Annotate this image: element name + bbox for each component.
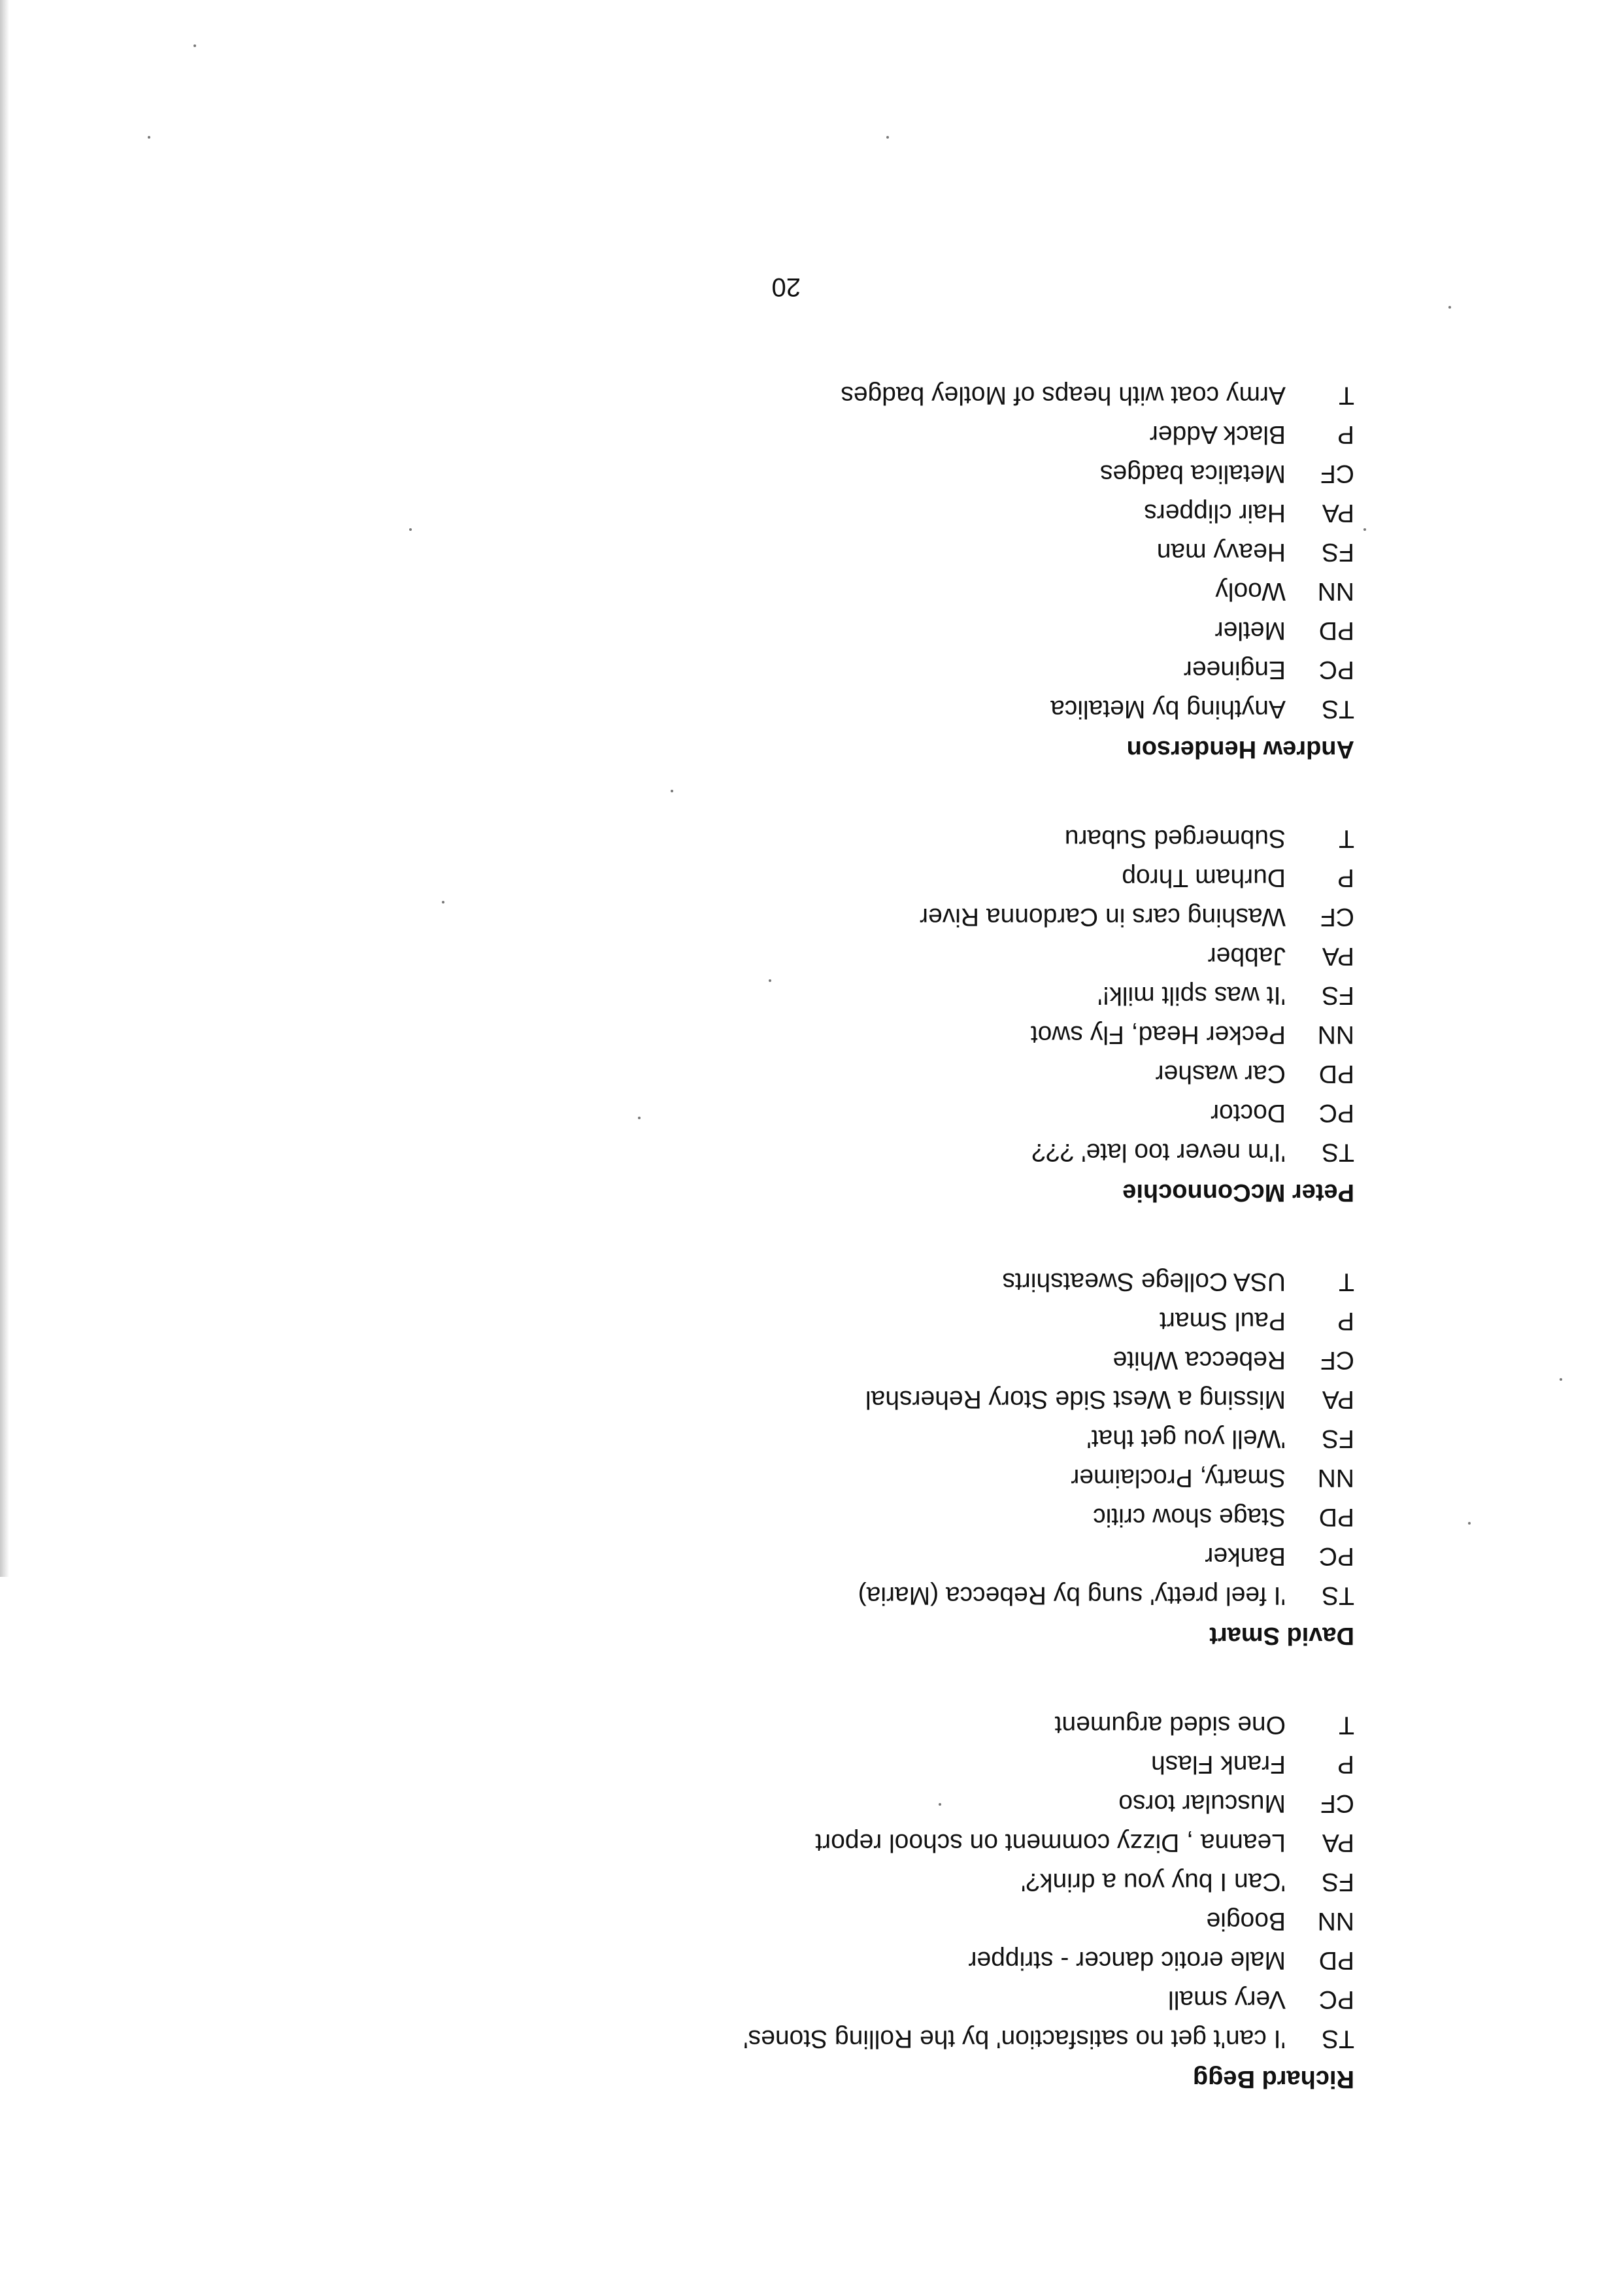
attribute-value: 'Can I buy you a drink?' bbox=[1020, 1868, 1286, 1896]
scan-speck bbox=[671, 790, 673, 792]
attribute-code: FS bbox=[1322, 1425, 1354, 1453]
attribute-row bbox=[243, 936, 1354, 975]
attribute-code: NN bbox=[1317, 1464, 1354, 1492]
attribute-row bbox=[243, 1419, 1354, 1458]
attribute-value: Male erotic dancer - stripper bbox=[968, 1946, 1286, 1974]
attribute-row bbox=[243, 2019, 1354, 2058]
attribute-code: PD bbox=[1318, 616, 1354, 645]
attribute-row bbox=[243, 897, 1354, 936]
scan-speck bbox=[1468, 1522, 1471, 1525]
attribute-value: Metalica badges bbox=[1099, 460, 1286, 488]
attribute-row bbox=[243, 1536, 1354, 1576]
attribute-value: Leanna , Dizzy comment on school report bbox=[815, 1829, 1286, 1857]
attribute-row bbox=[243, 1783, 1354, 1823]
attribute-value: Pecker Head, Fly swot bbox=[1030, 1021, 1286, 1049]
attribute-value: Jabber bbox=[1207, 942, 1286, 970]
attribute-code: CF bbox=[1320, 460, 1354, 488]
attribute-row bbox=[243, 650, 1354, 689]
attribute-value: Army coat with heaps of Motley badges bbox=[841, 381, 1286, 409]
attribute-row bbox=[243, 611, 1354, 650]
scan-speck bbox=[148, 136, 150, 139]
attribute-row bbox=[243, 689, 1354, 728]
attribute-code: CF bbox=[1320, 903, 1354, 931]
attribute-row bbox=[243, 375, 1354, 414]
attribute-value: Washing cars in Cardonna River bbox=[920, 903, 1286, 931]
attribute-row bbox=[243, 1054, 1354, 1093]
scan-speck bbox=[939, 1803, 941, 1806]
person-name-heading: Peter McConnochie bbox=[1122, 1179, 1354, 1206]
attribute-code: P bbox=[1337, 420, 1354, 448]
attribute-row bbox=[243, 1458, 1354, 1497]
attribute-code: NN bbox=[1317, 1021, 1354, 1049]
attribute-code: TS bbox=[1322, 695, 1354, 723]
person-section bbox=[243, 375, 1354, 769]
attribute-value: Submerged Subaru bbox=[1064, 824, 1286, 853]
person-name-heading: Richard Begg bbox=[1192, 2065, 1354, 2093]
attribute-value: Rebecca White bbox=[1112, 1346, 1286, 1374]
scan-speck bbox=[886, 136, 889, 139]
attribute-code: PC bbox=[1318, 656, 1354, 684]
attribute-row bbox=[243, 1015, 1354, 1054]
attribute-value: Frank Flash bbox=[1151, 1750, 1286, 1778]
attribute-row bbox=[243, 1980, 1354, 2019]
person-section bbox=[243, 1705, 1354, 2099]
attribute-row bbox=[243, 1744, 1354, 1783]
attribute-value: 'It was spilt milk!' bbox=[1097, 981, 1286, 1009]
scan-edge-shadow bbox=[0, 0, 9, 1577]
attribute-value: Smarty, Proclaimer bbox=[1071, 1464, 1286, 1492]
attribute-code: PA bbox=[1322, 1385, 1354, 1413]
scan-speck bbox=[638, 1117, 641, 1119]
attribute-code: T bbox=[1339, 824, 1354, 853]
attribute-value: Wooly bbox=[1215, 577, 1286, 605]
attribute-code: FS bbox=[1322, 1868, 1354, 1896]
attribute-value: Hair clippers bbox=[1144, 499, 1286, 527]
attribute-code: T bbox=[1339, 1268, 1354, 1296]
attribute-value: Engineer bbox=[1183, 656, 1286, 684]
attribute-row bbox=[243, 1132, 1354, 1172]
attribute-value: Doctor bbox=[1211, 1099, 1286, 1127]
attribute-code: PA bbox=[1322, 1829, 1354, 1857]
attribute-row bbox=[243, 532, 1354, 571]
attribute-row bbox=[243, 1262, 1354, 1301]
attribute-code: TS bbox=[1322, 1138, 1354, 1166]
attribute-value: Metler bbox=[1214, 616, 1286, 645]
scan-speck bbox=[769, 979, 771, 982]
attribute-code: PA bbox=[1322, 499, 1354, 527]
attribute-row bbox=[243, 1497, 1354, 1536]
attribute-row bbox=[243, 571, 1354, 611]
attribute-row bbox=[243, 858, 1354, 897]
attribute-code: PC bbox=[1318, 1542, 1354, 1570]
attribute-code: TS bbox=[1322, 2025, 1354, 2053]
attribute-code: P bbox=[1337, 864, 1354, 892]
attribute-value: 'I can't get no satisfaction' by the Rolling Stones' bbox=[743, 2025, 1286, 2053]
attribute-code: T bbox=[1339, 1711, 1354, 1739]
attribute-value: Very small bbox=[1168, 1985, 1286, 2014]
attribute-value: Durham Throp bbox=[1122, 864, 1286, 892]
scan-speck bbox=[193, 44, 196, 47]
attribute-value: Muscular torso bbox=[1118, 1789, 1286, 1817]
attribute-row bbox=[243, 1823, 1354, 1862]
attribute-code: T bbox=[1339, 381, 1354, 409]
person-section bbox=[243, 1262, 1354, 1655]
attribute-value: One sided argument bbox=[1054, 1711, 1286, 1739]
attribute-row bbox=[243, 1093, 1354, 1132]
attribute-row bbox=[243, 1940, 1354, 1980]
attribute-row bbox=[243, 454, 1354, 493]
attribute-value: Banker bbox=[1205, 1542, 1286, 1570]
attribute-row bbox=[243, 819, 1354, 858]
scan-speck bbox=[1448, 306, 1451, 309]
person-section bbox=[243, 819, 1354, 1212]
attribute-code: PC bbox=[1318, 1099, 1354, 1127]
attribute-code: P bbox=[1337, 1307, 1354, 1335]
attribute-value: Car washer bbox=[1155, 1060, 1286, 1088]
attribute-code: TS bbox=[1322, 1581, 1354, 1610]
scan-speck bbox=[409, 528, 412, 531]
scan-speck bbox=[1363, 528, 1366, 531]
attribute-code: NN bbox=[1317, 1907, 1354, 1935]
attribute-code: FS bbox=[1322, 538, 1354, 566]
attribute-row bbox=[243, 1862, 1354, 1901]
attribute-code: PA bbox=[1322, 942, 1354, 970]
attribute-row bbox=[243, 1576, 1354, 1615]
attribute-code: CF bbox=[1320, 1789, 1354, 1817]
attribute-code: FS bbox=[1322, 981, 1354, 1009]
attribute-row bbox=[243, 1705, 1354, 1744]
attribute-value: Heavy man bbox=[1156, 538, 1286, 566]
attribute-row bbox=[243, 975, 1354, 1015]
scan-speck bbox=[442, 901, 444, 903]
attribute-code: PD bbox=[1318, 1503, 1354, 1531]
attribute-code: PD bbox=[1318, 1946, 1354, 1974]
attribute-row bbox=[243, 1301, 1354, 1340]
attribute-value: Missing a West Side Story Rehershal bbox=[865, 1385, 1286, 1413]
attribute-code: P bbox=[1337, 1750, 1354, 1778]
attribute-code: NN bbox=[1317, 577, 1354, 605]
attribute-value: Paul Smart bbox=[1160, 1307, 1286, 1335]
attribute-row bbox=[243, 1379, 1354, 1419]
scan-speck bbox=[1560, 1378, 1562, 1381]
attribute-value: 'I feel pretty' sung by Rebecca (Maria) bbox=[858, 1581, 1286, 1610]
person-name-heading: David Smart bbox=[1209, 1622, 1354, 1649]
attribute-value: Boogie bbox=[1206, 1907, 1286, 1935]
attribute-code: PD bbox=[1318, 1060, 1354, 1088]
page-number: 20 bbox=[771, 273, 801, 301]
attribute-value: 'Well you get that' bbox=[1086, 1425, 1286, 1453]
attribute-value: Black Adder bbox=[1149, 420, 1286, 448]
attribute-row bbox=[243, 1901, 1354, 1940]
document-content bbox=[243, 326, 1354, 2099]
attribute-code: CF bbox=[1320, 1346, 1354, 1374]
attribute-value: USA College Sweatshirts bbox=[1002, 1268, 1286, 1296]
attribute-value: 'I'm never too late' ??? bbox=[1031, 1138, 1286, 1166]
person-name-heading: Andrew Henderson bbox=[1126, 735, 1354, 763]
attribute-row bbox=[243, 1340, 1354, 1379]
attribute-value: Anything by Metalica bbox=[1050, 695, 1286, 723]
attribute-code: PC bbox=[1318, 1985, 1354, 2014]
attribute-row bbox=[243, 414, 1354, 454]
attribute-row bbox=[243, 493, 1354, 532]
attribute-value: Stage show critic bbox=[1093, 1503, 1286, 1531]
